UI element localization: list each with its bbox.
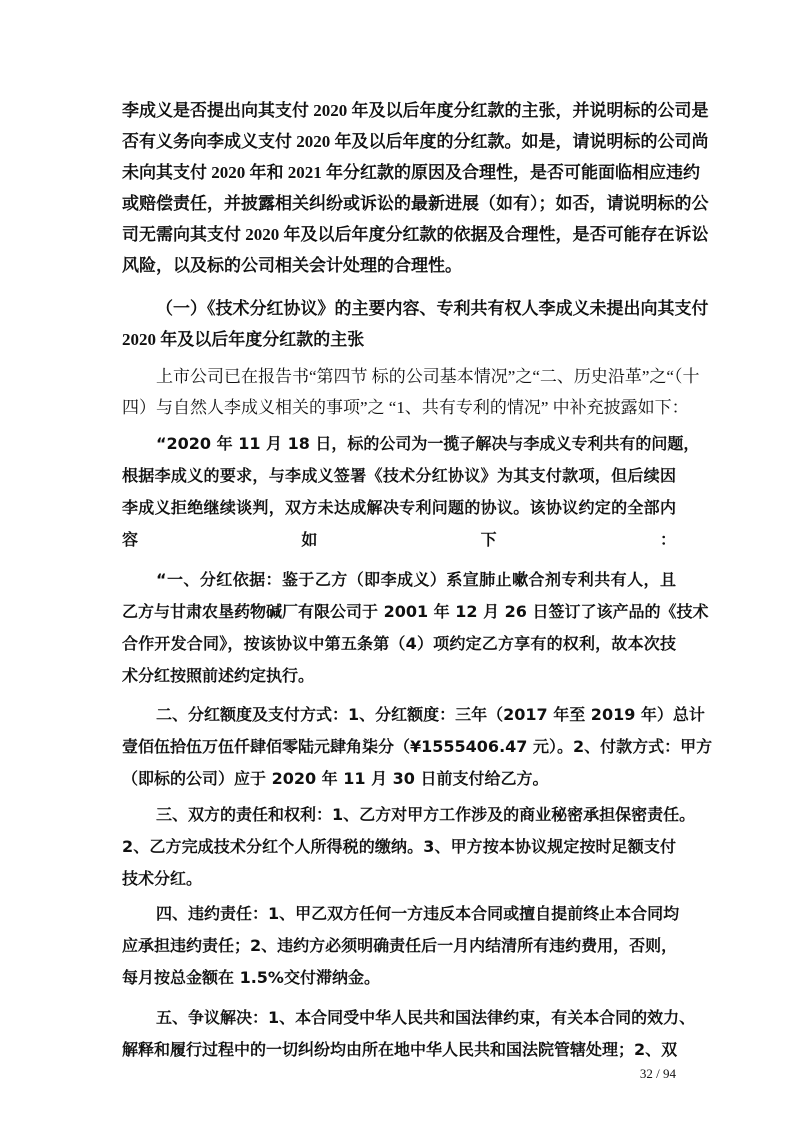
paragraph <box>122 898 680 994</box>
text-line: 应承担违约责任；2、违约方必须明确责任后一月内结清所有违约费用，否则， <box>122 936 678 955</box>
paragraph <box>122 95 709 281</box>
text-line: （即标的公司）应于 2020 年 11 月 30 日前支付给乙方。 <box>122 769 549 788</box>
page-number: 32 / 94 <box>639 1066 676 1081</box>
paragraph <box>122 293 709 355</box>
text-line: 2、乙方完成技术分红个人所得税的缴纳。3、甲方按本协议规定按时足额支付 <box>122 837 676 856</box>
text-line: 风险，以及标的公司相关会计处理的合理性。 <box>122 256 462 275</box>
text-line: 四、违约责任：1、甲乙双方任何一方违反本合同或擅自提前终止本合同均 <box>156 904 680 923</box>
text-line: 解释和履行过程中的一切纠纷均由所在地中华人民共和国法院管辖处理；2、双 <box>122 1040 678 1059</box>
text-line: “2020 年 11 月 18 日，标的公司为一揽子解决与李成义专利共有的问题， <box>156 434 700 453</box>
text-line: “一、分红依据：鉴于乙方（即李成义）系宣肺止嗽合剂专利共有人，且 <box>156 570 676 589</box>
text-line: 否有义务向李成义支付 2020 年及以后年度的分红款。如是，请说明标的公司尚 <box>122 132 709 151</box>
text-line: 五、争议解决：1、本合同受中华人民共和国法律约束，有关本合同的效力、 <box>156 1008 696 1027</box>
text-line: 二、分红额度及支付方式：1、分红额度：三年（2017 年至 2019 年）总计 <box>156 705 705 724</box>
text-line: 四）与自然人李成义相关的事项”之 “1、共有专利的情况” 中补充披露如下： <box>122 398 689 417</box>
text-line: 术分红按照前述约定执行。 <box>122 666 315 685</box>
paragraph <box>122 699 713 795</box>
text-line: 技术分红。 <box>122 869 203 888</box>
text-line: （一）《技术分红协议》的主要内容、专利共有权人李成义未提出向其支付 <box>156 299 709 318</box>
text-line: 上市公司已在报告书“第四节 标的公司基本情况”之“二、历史沿革”之“（十 <box>156 367 700 386</box>
text-line: 三、双方的责任和权利：1、乙方对甲方工作涉及的商业秘密承担保密责任。 <box>156 805 696 824</box>
text-line: 李成义是否提出向其支付 2020 年及以后年度分红款的主张，并说明标的公司是 <box>122 101 709 120</box>
text-line: 容如下： <box>122 530 676 549</box>
text-line: 根据李成义的要求，与李成义签署《技术分红协议》为其支付款项，但后续因 <box>122 466 676 485</box>
paragraph <box>122 428 700 556</box>
text-line: 2020 年及以后年度分红款的主张 <box>122 330 365 349</box>
paragraph <box>122 564 709 692</box>
text-line: 乙方与甘肃农垦药物碱厂有限公司于 2001 年 12 月 26 日签订了该产品的《技术 <box>122 602 709 621</box>
paragraph <box>122 361 700 423</box>
text-line: 司无需向其支付 2020 年及以后年度分红款的依据及合理性，是否可能存在诉讼 <box>122 225 709 244</box>
text-line: 或赔偿责任，并披露相关纠纷或诉讼的最新进展（如有）；如否，请说明标的公 <box>122 194 709 213</box>
text-line: 每月按总金额在 1.5%交付滞纳金。 <box>122 968 380 987</box>
text-line: 合作开发合同》，按该协议中第五条第（4）项约定乙方享有的权利，故本次技 <box>122 634 676 653</box>
text-line: 未向其支付 2020 年和 2021 年分红款的原因及合理性，是否可能面临相应违约 <box>122 163 700 182</box>
paragraph <box>122 799 696 895</box>
text-line: 李成义拒绝继续谈判，双方未达成解决专利问题的协议。该协议约定的全部内 <box>122 498 676 517</box>
paragraph <box>122 1002 696 1066</box>
text-line: 壹佰伍拾伍万伍仟肆佰零陆元肆角柒分（¥1555406.47 元）。2、付款方式：甲方 <box>122 737 713 756</box>
